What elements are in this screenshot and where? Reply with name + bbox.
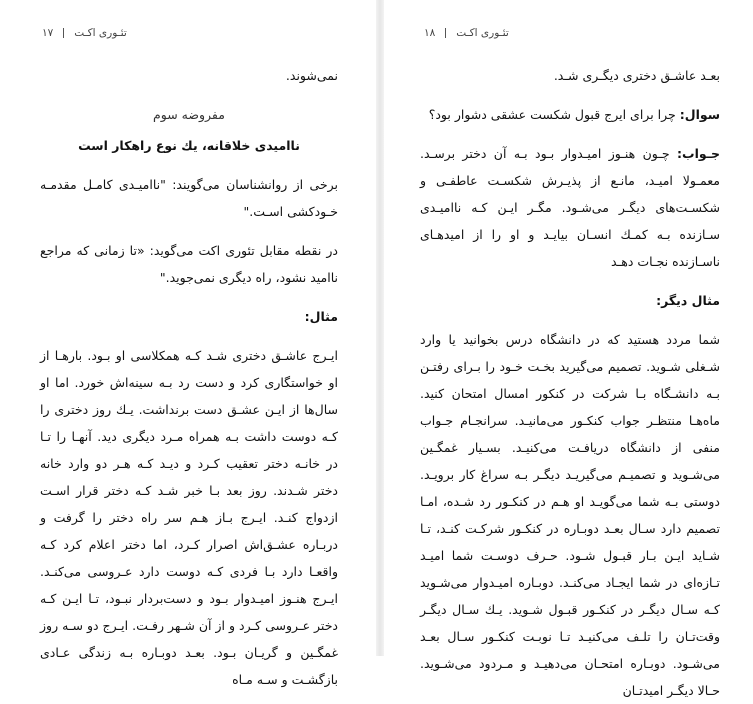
left-paragraph-1: برخی از روانشناسان می‌گویند: "ناامیـدی کامـل مقدمـه خـودکشی اسـت." [40, 177, 338, 219]
left-page [0, 0, 374, 687]
answer-paragraph [420, 140, 720, 275]
left-book-title: تئـوری اکـت [74, 27, 127, 39]
question-label: سوال: [679, 107, 720, 122]
right-example-paragraph: شما مردد هستید که در دانشگاه درس بخوانید یا وارد شـغلی شـوید. تصمیم می‌گیرید بخـت خـود را بـرای رفتـن بـه دانشـگاه بـا شرکت در کنکور امسال امتحان کنید. ماه‌هـا منتظـر جواب کنکـور می‌مانیـد. سرانجـام جـواب منفی از دانشگاه دریافـت می‌کنیـد. بسـیار غمگـین می‌شـوید و تصمیـم می‌گیریـد دیگـر بـه سراغ کار برویـد. دوستی بـه شما می‌گویـد او هـم در کنکـور رد شـده، امـا تصمیم دارد سـال بعـد دوبـاره در کنکـور شرکـت کنـد، تـا شـاید ایـن بـار قبـول شـود. حـرف دوسـت شما امیـد تـازه‌ای در شما ایجـاد می‌کنـد. دوبـاره امیـدوار می‌شـوید کـه سـال دیگـر در کنکـور قبـول شـوید. یـك سـال دیگـر وقت‌تـان را تلـف می‌کنیـد تـا نوبـت کنکـور سـال بعـد می‌شـود. دوبـاره امتحـان می‌دهیـد و مـردود می‌شـوید. حـالا دیگـر امیدتـان [420, 332, 720, 698]
answer-label: جـواب: [677, 146, 720, 161]
left-running-head [42, 27, 127, 39]
right-running-head [424, 27, 509, 39]
right-header-separator [445, 28, 446, 38]
question-text: چرا برای ایرج قبول شکست عشقی دشوار بود؟ [428, 107, 676, 122]
right-page-number: ۱۸ [424, 27, 436, 39]
question-paragraph [420, 101, 720, 128]
right-text-block [420, 62, 720, 704]
right-example-label: مثال دیگر: [656, 293, 720, 308]
left-paragraph-3: ایـرج عاشـق دختری شـد کـه همکلاسی او بـود. بارهـا از او خواستگاری کرد و دست رد بـه سینه‌اش خورد. اما او سال‌ها از ایـن عشـق دست برنداشت. یـك روز دختری را کـه دوست داشت بـه همراه مـرد دیگری دید. آنهـا را تـا در خانـه دختر تعقیب کـرد و دیـد کـه هـر دو وارد خانه دختر شـدند. روز بعد بـا خبر شـد کـه دختر قرار اسـت ازدواج کنـد. ایـرج بـاز هـم سر راه دختر را گرفت و دربـاره عشـق‌اش اصرار کـرد، اما دختر اعلام کرد کـه واقعـا دارد بـا فردی کـه دوست دارد عـروسی می‌کنـد. ایـرج هنـوز امیـدوار بـود و دست‌بردار نبـود، تـا ایـن کـه دختر عـروسی کـرد و از آن شـهر رفـت. ایـرج دو سـه روز غمگـین و گریـان بـود. بعـد دوبـاره بـه زندگی عـادی بازگشـت و سـه مـاه [40, 348, 338, 687]
right-page [386, 0, 753, 698]
left-page-number: ۱۷ [42, 27, 54, 39]
left-paragraph-2: در نقطه مقابل تئوری اکت می‌گوید: «تا زمانی که مراجع ناامید نشود، راه دیگری نمی‌جوید." [40, 243, 338, 285]
assumption-heading: مفروضه سوم [153, 107, 225, 122]
answer-text: چـون هنـوز امیـدوار بـود بـه آن دختر برسـد. معمـولا امیـد، مانـع از پذیـرش شکسـت عاطفـی و شکسـت‌های دیگـر می‌شـود. مگـر ایـن کـه ناامیـدی سـازنده بـه کمـك انسـان بیایـد و او را از امیدهـای ناسـازنده نجـات دهـد [420, 146, 720, 269]
assumption-title: ناامیدی خلاقانه، یك نوع راهکار است [78, 138, 300, 153]
book-gutter [376, 0, 384, 656]
right-intro-line: بعـد عاشـق دختری دیگـری شـد. [553, 68, 720, 83]
right-book-title: تئـوری اکـت [456, 27, 509, 39]
left-example-label: مثال: [304, 309, 338, 324]
left-intro-line: نمی‌شوند. [285, 68, 338, 83]
left-text-block [40, 62, 338, 693]
left-header-separator [63, 28, 64, 38]
